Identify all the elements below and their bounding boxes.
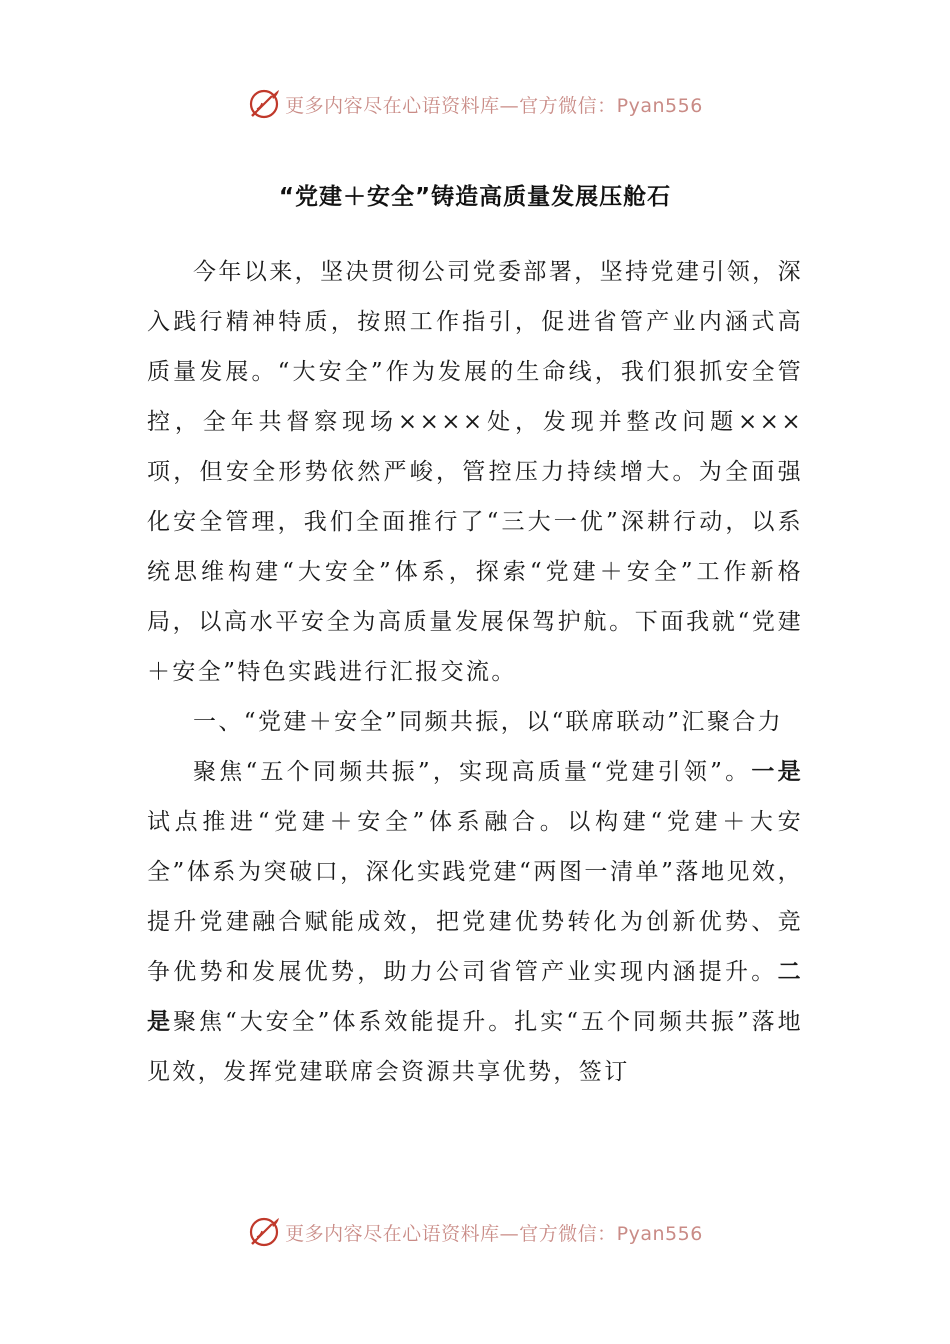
point-label-1: 一是 xyxy=(751,758,803,785)
document-title: “党建＋安全”铸造高质量发展压舱石 xyxy=(278,184,672,210)
document-body xyxy=(147,247,803,1097)
quill-logo-icon xyxy=(247,87,281,121)
point-label-2: 二是 xyxy=(147,958,803,1035)
paragraph-section-1: 聚焦“五个同频共振”，实现高质量“党建引领”。一是试点推进“党建＋安全”体系融合。以构建“党建＋大安全”体系为突破口，深化实践党建“两图一清单”落地见效，提升党建融合赋能成效，把党建优势转化为创新优势、竞争优势和发展优势，助力公司省管产业实现内涵提升。二是聚焦“大安全”体系效能提升。扎实“五个同频共振”落地见效，发挥党建联席会资源共享优势，签订 xyxy=(147,758,803,1085)
section-heading-1: 一、“党建＋安全”同频共振，以“联席联动”汇聚合力 xyxy=(193,709,784,735)
paragraph-intro: 今年以来，坚决贯彻公司党委部署，坚持党建引领，深入践行精神特质，按照工作指引，促进省管产业内涵式高质量发展。“大安全”作为发展的生命线，我们狠抓安全管控，全年共督察现场××××处，发现并整改问题×××项，但安全形势依然严峻，管控压力持续增大。为全面强化安全管理，我们全面推行了“三大一优”深耕行动，以系统思维构建“大安全”体系，探索“党建＋安全”工作新格局，以高水平安全为高质量发展保驾护航。下面我就“党建＋安全”特色实践进行汇报交流。 xyxy=(147,259,803,685)
quill-logo-icon xyxy=(247,1215,281,1249)
header-watermark xyxy=(0,84,950,124)
watermark-text: 更多内容尽在心语资料库—官方微信：Pyan556 xyxy=(285,1222,703,1245)
watermark-text: 更多内容尽在心语资料库—官方微信：Pyan556 xyxy=(285,94,703,117)
footer-watermark xyxy=(0,1212,950,1252)
